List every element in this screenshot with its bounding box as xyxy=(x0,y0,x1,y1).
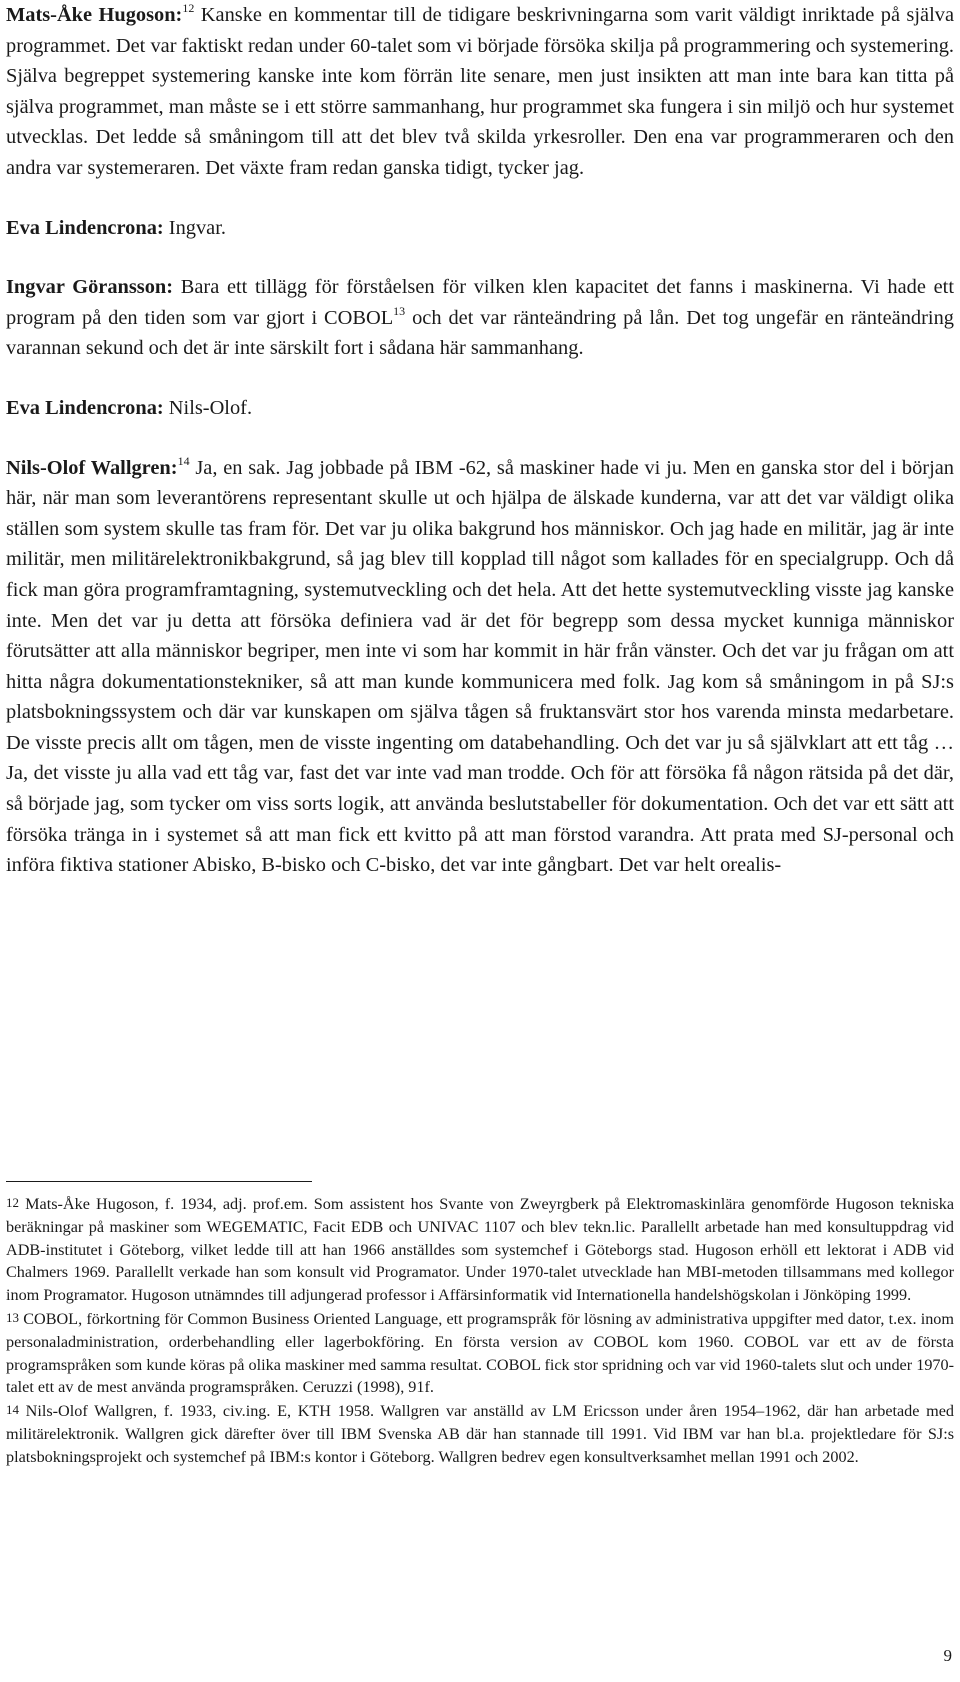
footnote-reference[interactable]: 14 xyxy=(177,453,190,468)
speaker-name: Eva Lindencrona: xyxy=(6,216,164,239)
footnote-13 xyxy=(6,1307,954,1399)
footnote-14 xyxy=(6,1399,954,1468)
paragraph-lindencrona-2 xyxy=(6,393,954,424)
page-number: 9 xyxy=(943,1646,952,1665)
paragraph-text: Kanske en kommentar till de tidigare beskrivningarna som varit väldigt inriktade på själva programmet. Det var faktiskt redan under 60-talet som vi började försöka skilja på programmering och systemering. Själva begreppet systemering kanske inte kom förrän lite senare, men just insikten att man inte bara kan titta på själva programmet, man måste se i ett större sammanhang, hur programmet ska fungera i sin miljö och hur systemet utvecklas. Det ledde så småningom till att det blev två skilda yrkesroller. Den ena var programmeraren och den andra var systemeraren. Det växte fram redan ganska tidigt, tycker jag. xyxy=(6,4,954,179)
paragraph-hugoson xyxy=(6,0,954,184)
footnote-12 xyxy=(6,1192,954,1307)
footnotes xyxy=(6,1192,954,1469)
paragraph-wallgren xyxy=(6,453,954,881)
paragraph-text: Bara ett tillägg för förståelsen för vilken klen kapacitet det fanns i maskinerna. Vi hade ett program på den tiden som var gjort i COBOL xyxy=(6,276,954,329)
speaker-name: Mats-Åke Hugoson: xyxy=(6,4,183,26)
footnote-reference[interactable]: 13 xyxy=(393,303,406,318)
speaker-name: Eva Lindencrona: xyxy=(6,396,164,419)
footnote-text: COBOL, förkortning för Common Business Oriented Language, ett programspråk för lösning av administrativa uppgifter med dator, t.ex. inom personaladministration, orderbehandling eller lagerbokföring. En första version av COBOL kom 1960. COBOL var ett av de första programspråken som kunde köras på olika maskiner med samma resultat. COBOL fick stor spridning och var vid 1960-talets slut och under 1970-talet ett av de mest använda programspråken. Ceruzzi (1998), 91f. xyxy=(6,1309,954,1397)
footnote-number: 12 xyxy=(6,1195,19,1210)
paragraph-goransson xyxy=(6,272,954,364)
speaker-name: Ingvar Göransson: xyxy=(6,276,174,299)
paragraph-text: Nils-Olof. xyxy=(168,396,253,419)
footnote-number: 14 xyxy=(6,1402,19,1418)
speaker-name: Nils-Olof Wallgren: xyxy=(6,456,178,479)
footnote-separator xyxy=(6,1181,312,1182)
paragraph-lindencrona-1 xyxy=(6,213,954,244)
footnote-text: Nils-Olof Wallgren, f. 1933, civ.ing. E, KTH 1958. Wallgren var anställd av LM Ericsson under åren 1954–1962, där han arbetade med militärelektronik. Wallgren gick därefter över till IBM Svenska AB där han stannade till 1991. Vid IBM var han bl.a. projektledare för SJ:s platsbokningsprojekt och systemchef på IBM:s kontor i Göteborg. Wallgren bedrev egen konsultverksamhet mellan 1991 och 2002. xyxy=(6,1402,954,1466)
paragraph-text: Ja, en sak. Jag jobbade på IBM -62, så maskiner hade vi ju. Men en ganska stor del i början här, när man som leverantörens representant skulle ut och hjälpa de älskade kunderna, var att det var väldigt olika ställen som system skulle tas fram för. Det var ju olika bakgrund hos människor. Och jag hade en militär, jag är inte militär, men militärelektronikbakgrund, så jag blev till kopplad till något som kallades för en specialgrupp. Och då fick man göra programframtagning, systemutveckling och det hela. Att det hette systemutveckling visste jag kanske inte. Men det var ju detta att försöka definiera vad är det för begrepp som dessa mycket kunniga människor förutsätter att alla människor begriper, men inte vi som har kommit in här från vänster. Och det var ju frågan om att hitta några dokumentationstekniker, så att man kunde kommunicera med folk. Jag kom så småningom in på SJ:s platsbokningssystem och där var kunskapen om själva tågen så fruktansvärt stor hos varenda minsta medarbetare. De visste precis allt om tågen, men de visste ingenting om databehandling. Och det var ju så självklart att ett tåg … Ja, det visste ju alla vad ett tåg var, fast det var inte vad man trodde. Och för att försöka få någon rätsida på det där, så började jag, som tycker om viss sorts logik, att använda beslutstabeller för dokumentation. Och det var ett sätt att försöka tränga in i systemet så att man fick ett kvitto på att man förstod varandra. Att prata med SJ-personal och införa fiktiva stationer Abisko, B-bisko och C-bisko, det var inte gångbart. Det var helt orealis- xyxy=(6,456,954,877)
paragraph-text: Ingvar. xyxy=(168,216,226,239)
paragraph-text-continued: och det var ränteändring på lån. Det tog ungefär en ränteändring varannan sekund och det är inte särskilt fort i sådana här sammanhang. xyxy=(6,306,954,360)
footnote-reference[interactable]: 12 xyxy=(182,1,195,15)
page-body xyxy=(6,0,954,910)
footnote-text: Mats-Åke Hugoson, f. 1934, adj. prof.em. Som assistent hos Svante von Zweyrgberk på Elektromaskinlära genomförde Hugoson tekniska beräkningar på maskiner som WEGEMATIC, Facit EDB och UNIVAC 1107 och blev tekn.lic. Parallellt arbetade han med konsultuppdrag vid ADB-institutet i Göteborg, vilket ledde till att han 1966 anställdes som systemchef i Göteborgs stad. Hugoson erhöll ett lektorat i ADB vid Chalmers 1969. Parallellt verkade han som konsult vid Programator. Under 1970-talet utvecklade han MBI-metoden tillsammans med kollegor inom Programator. Hugoson utnämndes till adjungerad professor i Affärsinformatik vid Internationella handelshögskolan i Jönköping 1999. xyxy=(6,1195,955,1305)
footnote-number: 13 xyxy=(6,1309,19,1325)
